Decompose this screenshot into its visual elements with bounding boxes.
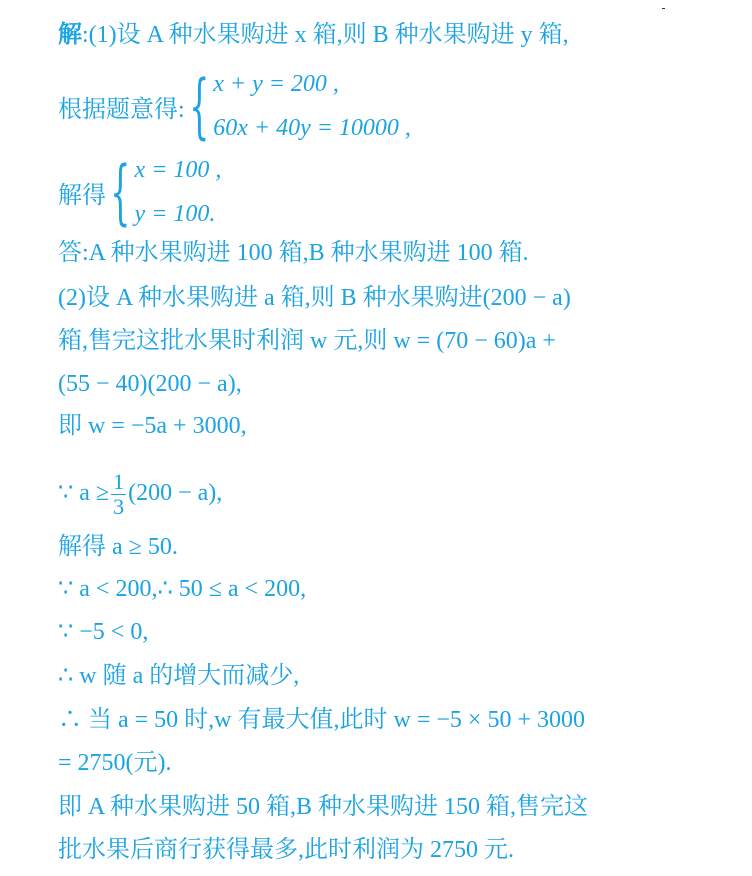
part2-after-1: 解得 a ≥ 50. <box>58 534 178 560</box>
part2-line-2: 箱,售完这批水果时利润 w 元,则 w = (70 − 60)a + <box>58 328 556 354</box>
part2-line-1: (2)设 A 种水果购进 a 箱,则 B 种水果购进(200 − a) <box>58 285 571 311</box>
solve-label: 解得 <box>58 182 106 209</box>
part2-line-4: 即 w = −5a + 3000, <box>58 413 247 439</box>
part2-after-8: 批水果后商行获得最多,此时利润为 2750 元. <box>58 837 514 863</box>
inequality-prefix: ∵ a ≥ <box>58 480 110 507</box>
part2-line-3: (55 − 40)(200 − a), <box>58 371 242 397</box>
inequality-suffix: (200 − a), <box>128 480 223 507</box>
left-brace-icon: { <box>188 65 209 147</box>
result-y: y = 100. <box>134 201 216 227</box>
equation-system <box>58 62 411 150</box>
part1-intro: :(1)设 A 种水果购进 x 箱,则 B 种水果购进 y 箱, <box>82 22 569 48</box>
solution-system <box>58 148 221 236</box>
part2-after-2: ∵ a < 200,∴ 50 ≤ a < 200, <box>58 576 307 602</box>
equation-1: x + y = 200 , <box>213 71 339 97</box>
fraction-denominator: 3 <box>113 494 125 519</box>
corner-mark <box>662 8 665 9</box>
solution-label: 解 <box>58 22 82 48</box>
part2-after-3: ∵ −5 < 0, <box>58 619 149 645</box>
fraction-numerator: 1 <box>113 469 125 494</box>
part2-after-7: 即 A 种水果购进 50 箱,B 种水果购进 150 箱,售完这 <box>58 794 589 820</box>
inequality-line <box>58 470 222 519</box>
result-x: x = 100 , <box>134 157 222 183</box>
system-label: 根据题意得: <box>58 96 185 123</box>
part2-after-5: ∴ 当 a = 50 时,w 有最大值,此时 w = −5 × 50 + 3000 <box>58 707 585 733</box>
equation-2: 60x + 40y = 10000 , <box>213 115 411 141</box>
part2-after-6: = 2750(元). <box>58 750 172 776</box>
part2-after-4: ∴ w 随 a 的增大而减少, <box>58 663 300 689</box>
left-brace-icon: { <box>110 151 131 233</box>
part1-intro-line <box>58 20 569 50</box>
part1-answer: 答:A 种水果购进 100 箱,B 种水果购进 100 箱. <box>58 240 529 266</box>
fraction <box>111 470 126 519</box>
